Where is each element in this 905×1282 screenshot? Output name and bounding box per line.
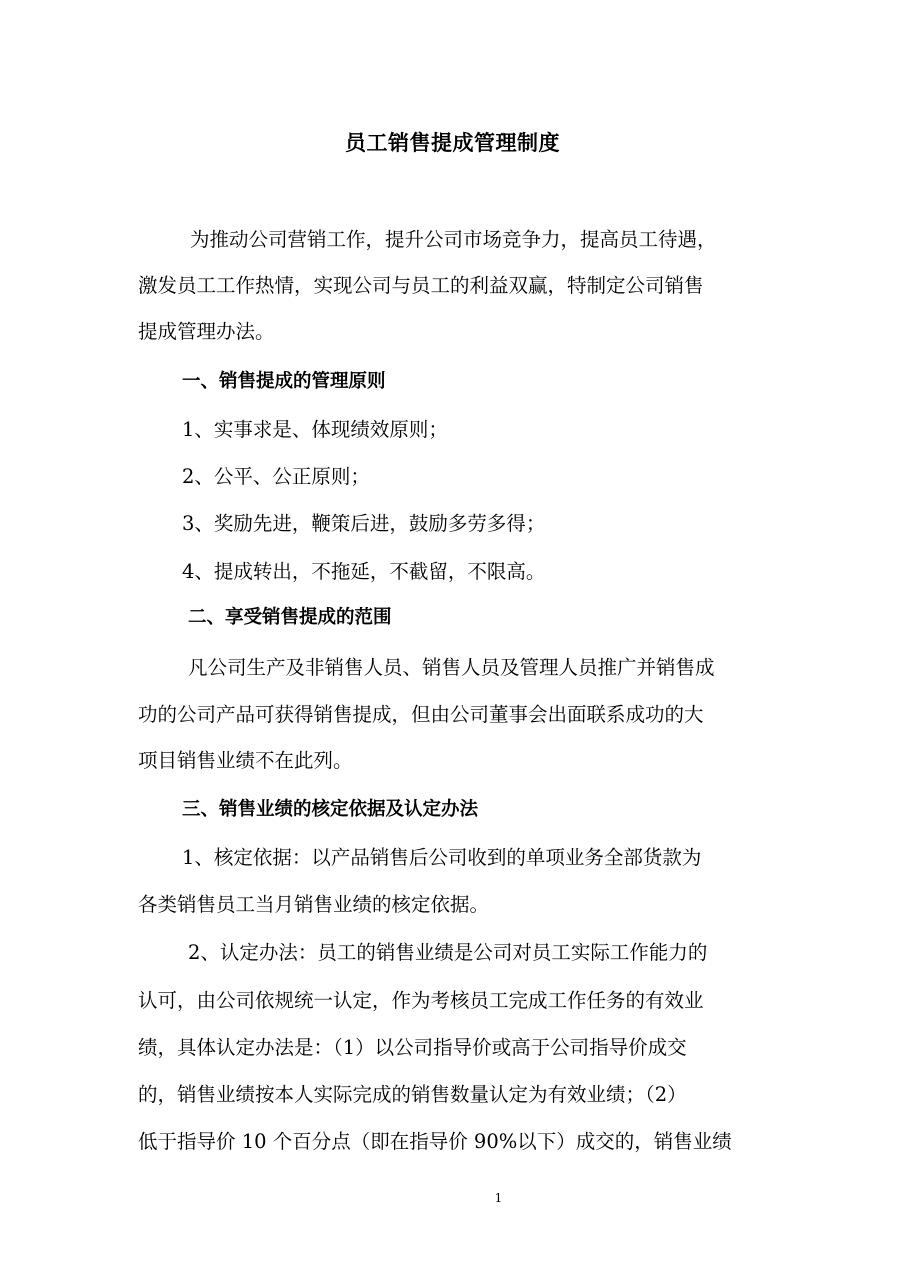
page-number: 1	[494, 1191, 503, 1205]
section3-item2-line-3: 绩，具体认定办法是：（1）以公司指导价或高于公司指导价成交	[138, 1036, 687, 1059]
section2-line-1: 凡公司生产及非销售人员、销售人员及管理人员推广并销售成	[188, 656, 715, 679]
section1-item-2: 2、公平、公正原则；	[182, 465, 370, 488]
intro-line-3: 提成管理办法。	[138, 320, 275, 343]
intro-line-2: 激发员工工作热情，实现公司与员工的利益双赢，特制定公司销售	[138, 274, 704, 297]
section3-item2-line-5: 低于指导价 10 个百分点（即在指导价 90%以下）成交的，销售业绩	[138, 1130, 732, 1153]
section3-item1-line-2: 各类销售员工当月销售业绩的核定依据。	[138, 893, 490, 916]
section3-heading: 三、销售业绩的核定依据及认定办法	[182, 799, 479, 820]
section1-item-4: 4、提成转出，不拖延，不截留，不限高。	[182, 560, 546, 583]
section3-item1-line-1: 1、核定依据：以产品销售后公司收到的单项业务全部货款为	[182, 846, 702, 869]
intro-line-1: 为推动公司营销工作，提升公司市场竞争力，提高员工待遇，	[190, 228, 717, 251]
section1-item-1: 1、实事求是、体现绩效原则；	[182, 418, 448, 441]
section1-heading: 一、销售提成的管理原则	[182, 371, 386, 392]
section2-line-3: 项目销售业绩不在此列。	[138, 749, 353, 772]
section2-line-2: 功的公司产品可获得销售提成，但由公司董事会出面联系成功的大	[138, 703, 704, 726]
section3-item2-line-2: 认可，由公司依规统一认定，作为考核员工完成工作任务的有效业	[138, 989, 704, 1012]
section3-item2-line-4: 的，销售业绩按本人实际完成的销售数量认定为有效业绩；（2）	[138, 1083, 687, 1106]
section1-item-3: 3、奖励先进，鞭策后进，鼓励多劳多得；	[182, 512, 546, 535]
section2-heading: 二、享受销售提成的范围	[188, 607, 392, 628]
section3-item2-line-1: 2、认定办法：员工的销售业绩是公司对员工实际工作能力的	[188, 941, 708, 964]
document-title: 员工销售提成管理制度	[345, 131, 560, 155]
